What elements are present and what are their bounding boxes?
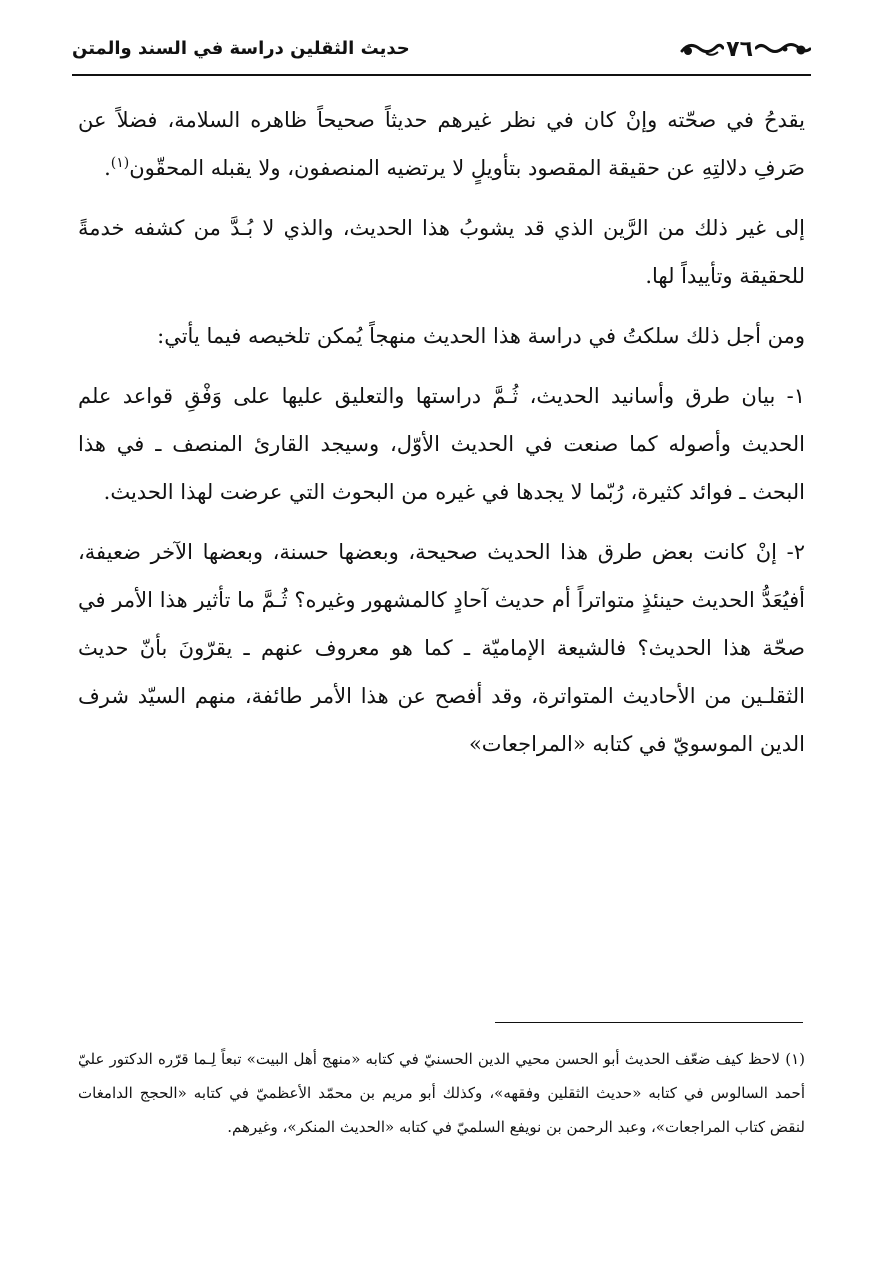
paragraph-3: ومن أجل ذلك سلكتُ في دراسة هذا الحديث منهجاً يُمكن تلخيصه فيما يأتي: <box>157 324 805 348</box>
footnote-1: (١) لاحظ كيف ضعّف الحديث أبو الحسن محيي الدين الحسنيّ في كتابه «منهج أهل البيت» تبعاً لِـما قرّره الدكتور عليّ أحمد السالوس في كتابه «حديث الثقلين وفقهه»، وكذلك أبو مريم بن محمّد الأعظميّ في كتابه «الحجج الدامغات لنقض كتاب المراجعات»، وعبد الرحمن بن نويفع السلميّ في كتابه «الحديث المنكر»، وغيرهم. <box>78 1050 805 1136</box>
header-divider <box>72 74 811 76</box>
main-text <box>78 96 805 780</box>
footnotes <box>78 1042 805 1144</box>
paragraph-5: ٢- إنْ كانت بعض طرق هذا الحديث صحيحة، وبعضها حسنة، وبعضها الآخر ضعيفة، أفيُعَدُّ الحديث حينئذٍ متواتراً أم حديث آحادٍ كالمشهور وغيره؟ ثُـمَّ ما تأثير هذا الأمر في صحّة هذا الحديث؟ فالشيعة الإماميّة ـ كما هو معروف عنهم ـ يقرّونَ بأنّ حديث الثقلـين من الأحاديث المتواترة، وقد أفصح عن هذا الأمر طائفة، منهم السيّد شرف الدين الموسويّ في كتابه «المراجعات» <box>78 540 805 756</box>
paragraph-4: ١- بيان طرق وأسانيد الحديث، ثُـمَّ دراستها والتعليق عليها على وَفْقِ قواعد علم الحديث وأصوله كما صنعت في الحديث الأوّل، وسيجد القارئ المنصف ـ في هذا البحث ـ فوائد كثيرة، رُبّما لا يجدها في غيره من البحوث التي عرضت لهذا الحديث. <box>78 384 805 504</box>
footnote-divider <box>495 1022 803 1023</box>
page-number: ٧٦ <box>726 36 753 62</box>
paragraph-1-text: يقدحُ في صحّته وإنْ كان في نظر غيرهم حديثاً صحيحاً ظاهره السلامة، فضلاً عن صَرفِ دلالتِهِ عن حقيقة المقصود بتأويلٍ لا يرتضيه المنصفون، ولا يقبله المحقّون <box>78 108 805 180</box>
paragraph-2: إلى غير ذلك من الرَّين الذي قد يشوبُ هذا الحديث، والذي لا بُـدَّ من كشفه خدمةً للحقيقة وتأييداً لها. <box>78 216 805 288</box>
paragraph-1 <box>78 96 805 192</box>
ornament-right-icon <box>755 39 811 59</box>
paragraph-1-end: . <box>104 156 111 180</box>
page-header <box>72 30 811 74</box>
ornament-left-icon <box>680 39 724 59</box>
page-number-ornament <box>680 32 811 66</box>
running-title: حديث الثقلين دراسة في السند والمتن <box>72 38 410 59</box>
footnote-reference: (١) <box>110 155 130 171</box>
